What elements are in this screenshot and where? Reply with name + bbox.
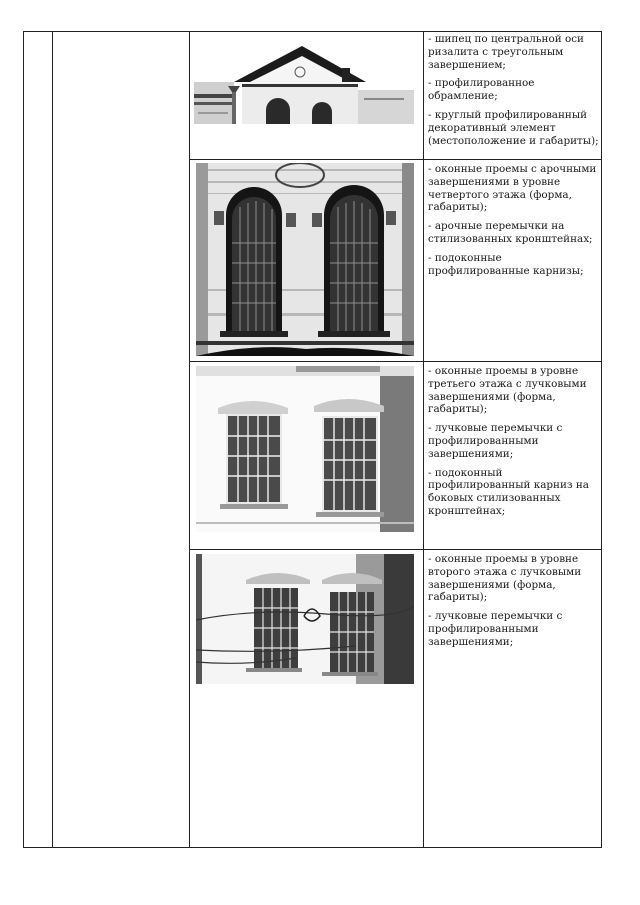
row-3-item-2: - лучковые перемычки с профилированными завершениями; bbox=[428, 422, 563, 460]
row-4-item-1: - оконные проемы в уровне второго этажа с лучковыми завершениями (форма, габариты); bbox=[428, 553, 582, 604]
table-left-border bbox=[23, 31, 24, 848]
row-2-item-3: - подоконные профилированные карнизы; bbox=[428, 251, 584, 277]
row-4-item-2: - лучковые перемычки с профилированными завершениями; bbox=[428, 610, 563, 648]
gable-photo bbox=[194, 42, 414, 124]
row-1-item-2: - профилированное обрамление; bbox=[428, 77, 535, 103]
row-2-item-2: - арочные перемычки на стилизованных кронштейнах; bbox=[428, 220, 593, 245]
table-top-border bbox=[23, 31, 602, 32]
row-divider-2 bbox=[189, 361, 602, 362]
column-divider-1 bbox=[52, 31, 53, 848]
table-bottom-border bbox=[23, 847, 602, 848]
row-4-description bbox=[428, 553, 604, 655]
row-3-item-3: - подоконный профилированный карниз на боковых стилизованных кронштейнах; bbox=[428, 466, 589, 517]
third-floor-windows-photo bbox=[196, 366, 414, 532]
row-2-item-1: - оконные проемы с арочными завершениями в уровне четвертого этажа (форма, габариты); bbox=[428, 163, 597, 214]
column-divider-3 bbox=[423, 31, 424, 848]
row-divider-3 bbox=[189, 549, 602, 550]
row-3-item-1: - оконные проемы в уровне третьего этажа с лучковыми завершениями (форма, габариты); bbox=[428, 365, 587, 416]
row-2-description bbox=[428, 163, 604, 283]
row-1-item-3: - круглый профилированный декоративный элемент (местоположение и габариты); bbox=[428, 108, 599, 147]
column-divider-2 bbox=[189, 31, 190, 848]
row-divider-1 bbox=[189, 159, 602, 160]
row-3-description bbox=[428, 365, 604, 524]
row-1-description bbox=[428, 33, 604, 153]
row-1-item-1: - шипец по центральной оси ризалита с треугольным завершением; bbox=[428, 33, 584, 71]
second-floor-windows-photo bbox=[196, 554, 414, 684]
arched-windows-photo bbox=[196, 163, 414, 356]
